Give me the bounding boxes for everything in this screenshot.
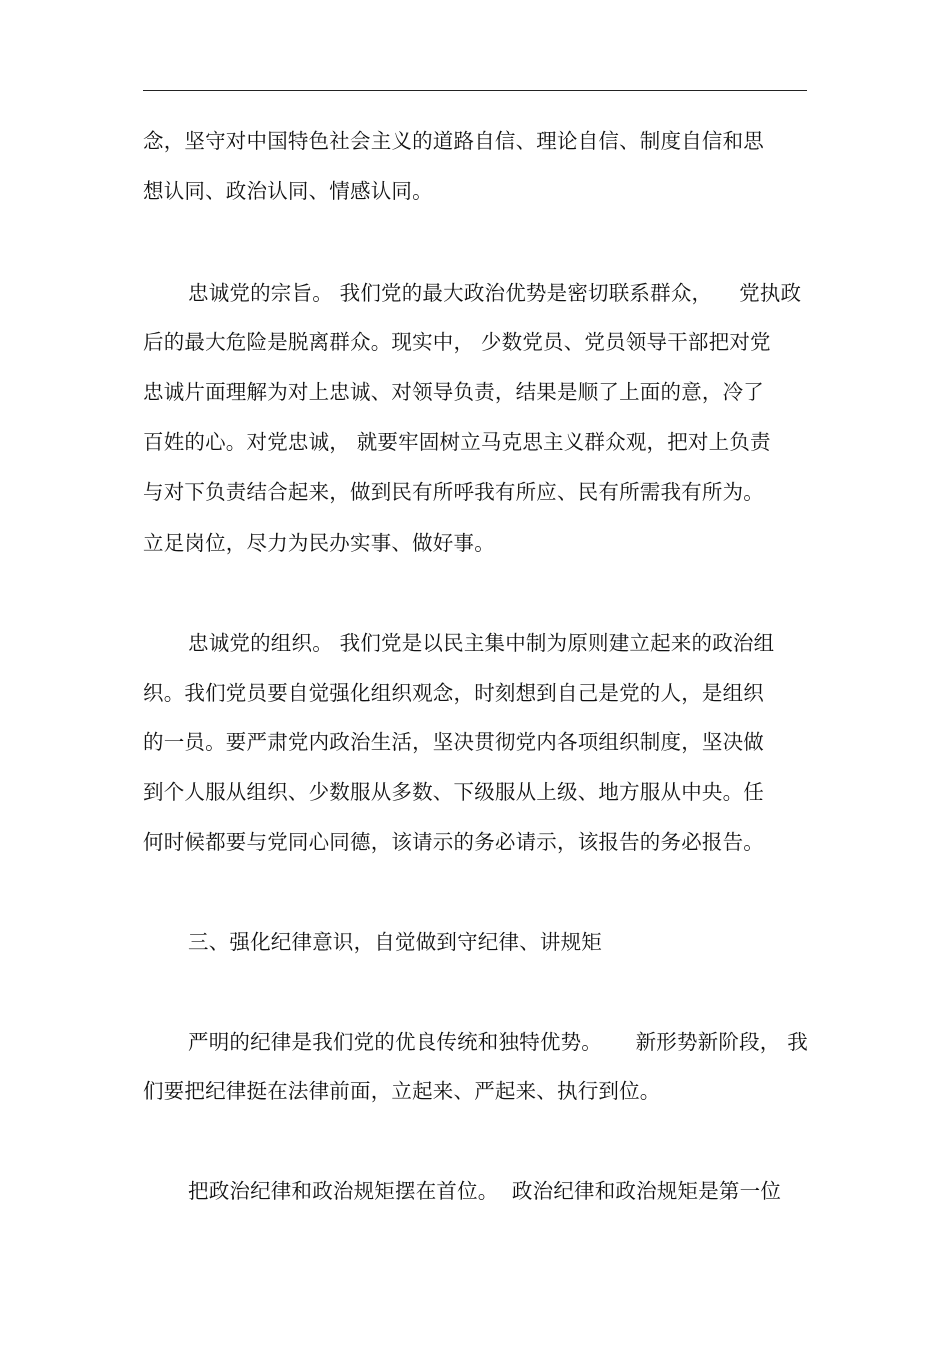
text-line: 忠诚片面理解为对上忠诚、对领导负责，结果是顺了上面的意，冷了 bbox=[143, 380, 764, 404]
text-line: 想认同、政治认同、情感认同。 bbox=[143, 179, 433, 203]
section-heading: 三、强化纪律意识，自觉做到守纪律、讲规矩 bbox=[188, 930, 602, 954]
text-line: 们要把纪律挺在法律前面，立起来、严起来、执行到位。 bbox=[143, 1079, 661, 1103]
text-line: 后的最大危险是脱离群众。现实中， 少数党员、党员领导干部把对党 bbox=[143, 330, 771, 354]
paragraph-first-line: 忠诚党的宗旨。 我们党的最大政治优势是密切联系群众， 党执政 bbox=[188, 281, 802, 305]
text-line: 立足岗位，尽力为民办实事、做好事。 bbox=[143, 531, 495, 555]
paragraph-first-line: 严明的纪律是我们党的优良传统和独特优势。 新形势新阶段， 我 bbox=[188, 1030, 808, 1054]
text-line: 何时候都要与党同心同德，该请示的务必请示，该报告的务必报告。 bbox=[143, 830, 764, 854]
text-line: 念，坚守对中国特色社会主义的道路自信、理论自信、制度自信和思 bbox=[143, 129, 764, 153]
text-line: 的一员。要严肃党内政治生活，坚决贯彻党内各项组织制度，坚决做 bbox=[143, 730, 764, 754]
paragraph-first-line: 忠诚党的组织。 我们党是以民主集中制为原则建立起来的政治组 bbox=[188, 631, 775, 655]
paragraph-first-line: 把政治纪律和政治规矩摆在首位。 政治纪律和政治规矩是第一位 bbox=[188, 1179, 782, 1203]
text-line: 到个人服从组织、少数服从多数、下级服从上级、地方服从中央。任 bbox=[143, 780, 764, 804]
text-line: 百姓的心。对党忠诚， 就要牢固树立马克思主义群众观，把对上负责 bbox=[143, 430, 771, 454]
text-line: 与对下负责结合起来，做到民有所呼我有所应、民有所需我有所为。 bbox=[143, 480, 764, 504]
header-divider bbox=[143, 90, 807, 91]
text-line: 织。我们党员要自觉强化组织观念，时刻想到自己是党的人，是组织 bbox=[143, 681, 764, 705]
